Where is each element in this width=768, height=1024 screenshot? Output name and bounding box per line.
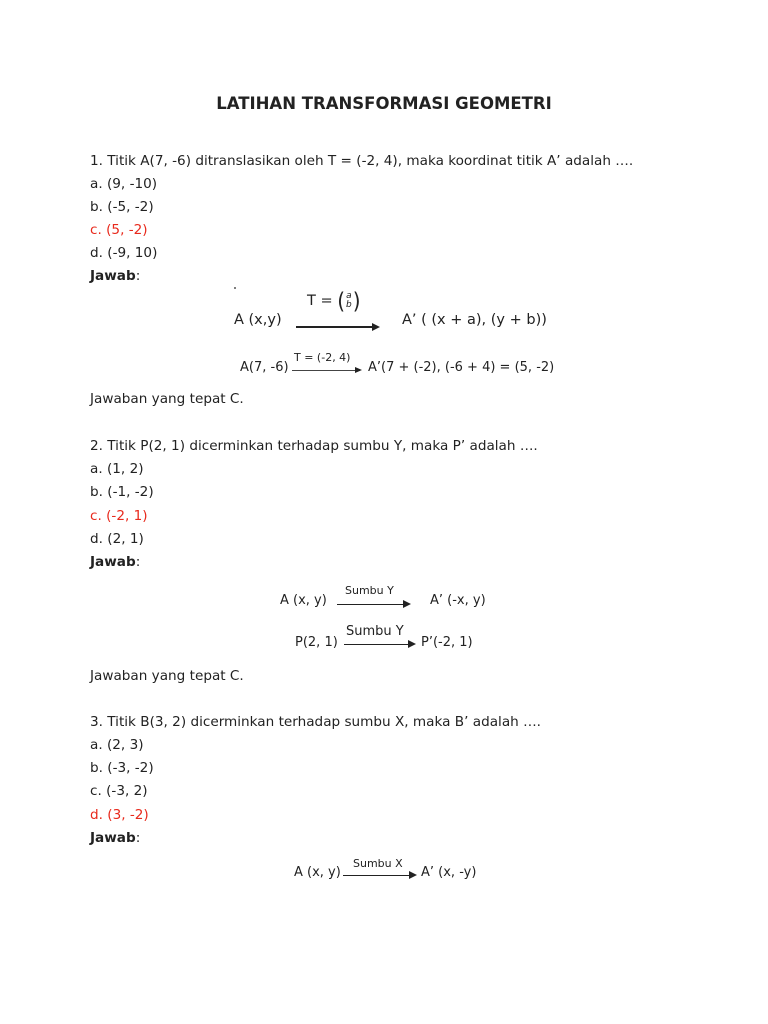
q2-option-d: d. (2, 1) [90, 531, 144, 547]
q3-option-c: c. (-3, 2) [90, 783, 148, 799]
q1-option-c-correct: c. (5, -2) [90, 222, 148, 238]
q2-rule-right: A’ (-x, y) [430, 593, 486, 608]
q3-jawab: Jawab: [90, 830, 141, 846]
q2-calc-arrow [344, 644, 414, 645]
q2-option-c-correct: c. (-2, 1) [90, 508, 148, 524]
q1-calc-label: T = (-2, 4) [294, 351, 351, 364]
q1-vec-bottom: b [346, 300, 352, 310]
q1-answer: Jawaban yang tepat C. [90, 391, 244, 407]
q3-question: 3. Titik B(3, 2) dicerminkan terhadap sumbu X, maka B’ adalah …. [90, 714, 542, 730]
q1-option-b: b. (-5, -2) [90, 199, 154, 215]
q2-rule-left: A (x, y) [280, 593, 327, 608]
q3-rule-label: Sumbu X [353, 857, 403, 870]
q2-rule-label: Sumbu Y [345, 584, 394, 597]
q3-rule-arrow [343, 875, 415, 876]
q3-option-a: a. (2, 3) [90, 737, 144, 753]
q3-jawab-label: Jawab [90, 830, 136, 846]
q3-rule-left: A (x, y) [294, 865, 341, 880]
q1-rule-arrow [296, 326, 378, 328]
q2-jawab: Jawab: [90, 554, 141, 570]
q2-jawab-label: Jawab [90, 554, 136, 570]
q1-jawab: Jawab: [90, 268, 141, 284]
stray-dot [234, 287, 236, 289]
q1-question: 1. Titik A(7, -6) ditranslasikan oleh T = (-2, 4), maka koordinat titik A’ adalah …. [90, 153, 634, 169]
q2-option-a: a. (1, 2) [90, 461, 144, 477]
q1-calc-arrow [292, 370, 360, 371]
q1-vec-top: a [346, 291, 352, 301]
q1-calc-right: A’(7 + (-2), (-6 + 4) = (5, -2) [368, 360, 555, 375]
q2-rule-arrow [337, 604, 409, 605]
q1-option-a: a. (9, -10) [90, 176, 158, 192]
q1-rule-left: A (x,y) [234, 312, 282, 328]
q1-jawab-label: Jawab [90, 268, 136, 284]
q2-calc-right: P’(-2, 1) [421, 635, 473, 650]
q1-rule-right: A’ ( (x + a), (y + b)) [402, 312, 547, 328]
q1-rule-t: T = [307, 293, 333, 309]
q1-rule-transform-label [307, 287, 361, 315]
q2-option-b: b. (-1, -2) [90, 484, 154, 500]
q1-calc-left: A(7, -6) [240, 360, 289, 375]
q2-question: 2. Titik P(2, 1) dicerminkan terhadap sumbu Y, maka P’ adalah …. [90, 438, 538, 454]
q3-rule-right: A’ (x, -y) [421, 865, 477, 880]
q3-option-b: b. (-3, -2) [90, 760, 154, 776]
q2-answer: Jawaban yang tepat C. [90, 668, 244, 684]
page-title: LATIHAN TRANSFORMASI GEOMETRI [216, 94, 552, 113]
q1-rule-vector: ( a b ) [337, 287, 361, 315]
q2-calc-label: Sumbu Y [346, 624, 404, 639]
q3-option-d-correct: d. (3, -2) [90, 807, 149, 823]
q2-calc-left: P(2, 1) [295, 635, 338, 650]
q1-option-d: d. (-9, 10) [90, 245, 158, 261]
